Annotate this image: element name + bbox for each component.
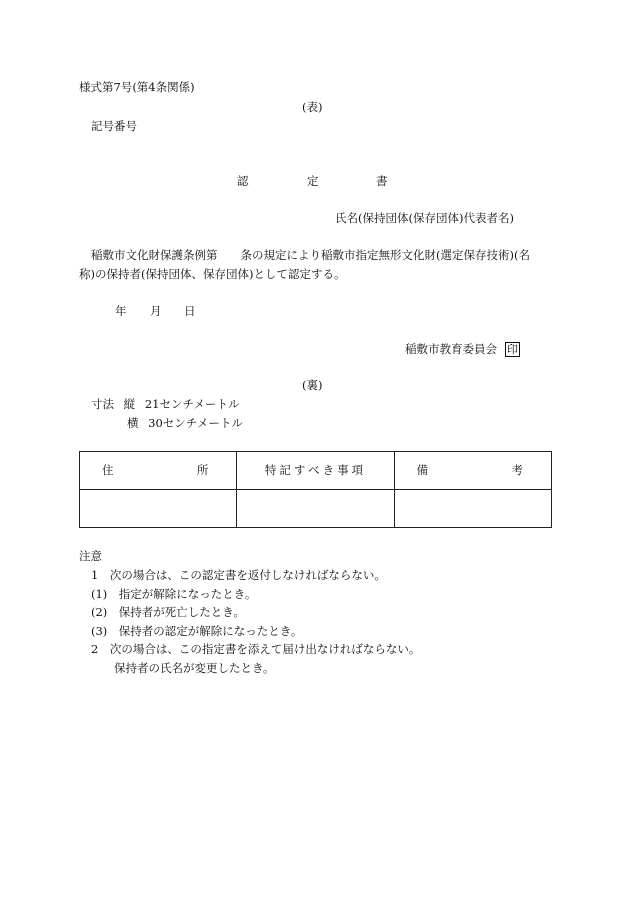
date-year: 年	[115, 304, 127, 318]
body-line-2: 称)の保持者(保持団体、保存団体)として認定する。	[79, 267, 346, 281]
header-special-notes: 特記すべき事項	[237, 452, 394, 490]
note-item-1: 1 次の場合は、この認定書を返付しなければならない。	[91, 568, 386, 582]
body-line-1: 稲敷市文化財保護条例第 条の規定により稲敷市指定無形文化財(選定保存技術)(名	[91, 248, 530, 262]
size-horizontal-value: 30センチメートル	[148, 416, 243, 430]
notes-heading: 注意	[79, 549, 102, 563]
title-char-1: 認	[237, 174, 249, 188]
size-row-2	[127, 417, 243, 431]
date-month: 月	[150, 304, 162, 318]
note-item-4: (3) 保持者の認定が解除になったとき。	[91, 624, 303, 638]
title-char-2: 定	[307, 174, 319, 188]
size-horizontal-label: 横	[127, 416, 139, 430]
size-vertical-label: 縦	[123, 397, 136, 411]
table-header-row	[80, 452, 552, 490]
header-remarks: 備 考	[394, 452, 551, 490]
table-row	[80, 490, 552, 528]
note-item-3: (2) 保持者が死亡したとき。	[91, 605, 245, 619]
date-day: 日	[184, 304, 196, 318]
front-label: (表)	[302, 100, 323, 114]
cell-remarks	[394, 490, 551, 528]
size-label: 寸法	[91, 397, 114, 411]
holder-name: 氏名(保持団体(保存団体)代表者名)	[335, 211, 514, 225]
symbol-number: 記号番号	[91, 119, 137, 133]
header-address: 住 所	[80, 452, 237, 490]
note-item-2: (1) 指定が解除になったとき。	[91, 587, 257, 601]
cell-address	[80, 490, 237, 528]
title-char-3: 書	[376, 174, 388, 188]
record-table	[79, 451, 552, 528]
note-item-6: 保持者の氏名が変更したとき。	[91, 661, 275, 675]
size-row-1	[91, 398, 240, 412]
size-vertical-value: 21センチメートル	[144, 397, 240, 411]
back-label: (裏)	[302, 378, 323, 392]
form-label: 様式第7号(第4条関係)	[79, 80, 195, 94]
note-item-5: 2 次の場合は、この指定書を添えて届け出なければならない。	[91, 642, 421, 656]
issuer: 稲敷市教育委員会	[405, 342, 497, 356]
seal-mark: 印	[507, 343, 518, 356]
cell-special-notes	[237, 490, 394, 528]
issuer-block	[405, 342, 520, 357]
